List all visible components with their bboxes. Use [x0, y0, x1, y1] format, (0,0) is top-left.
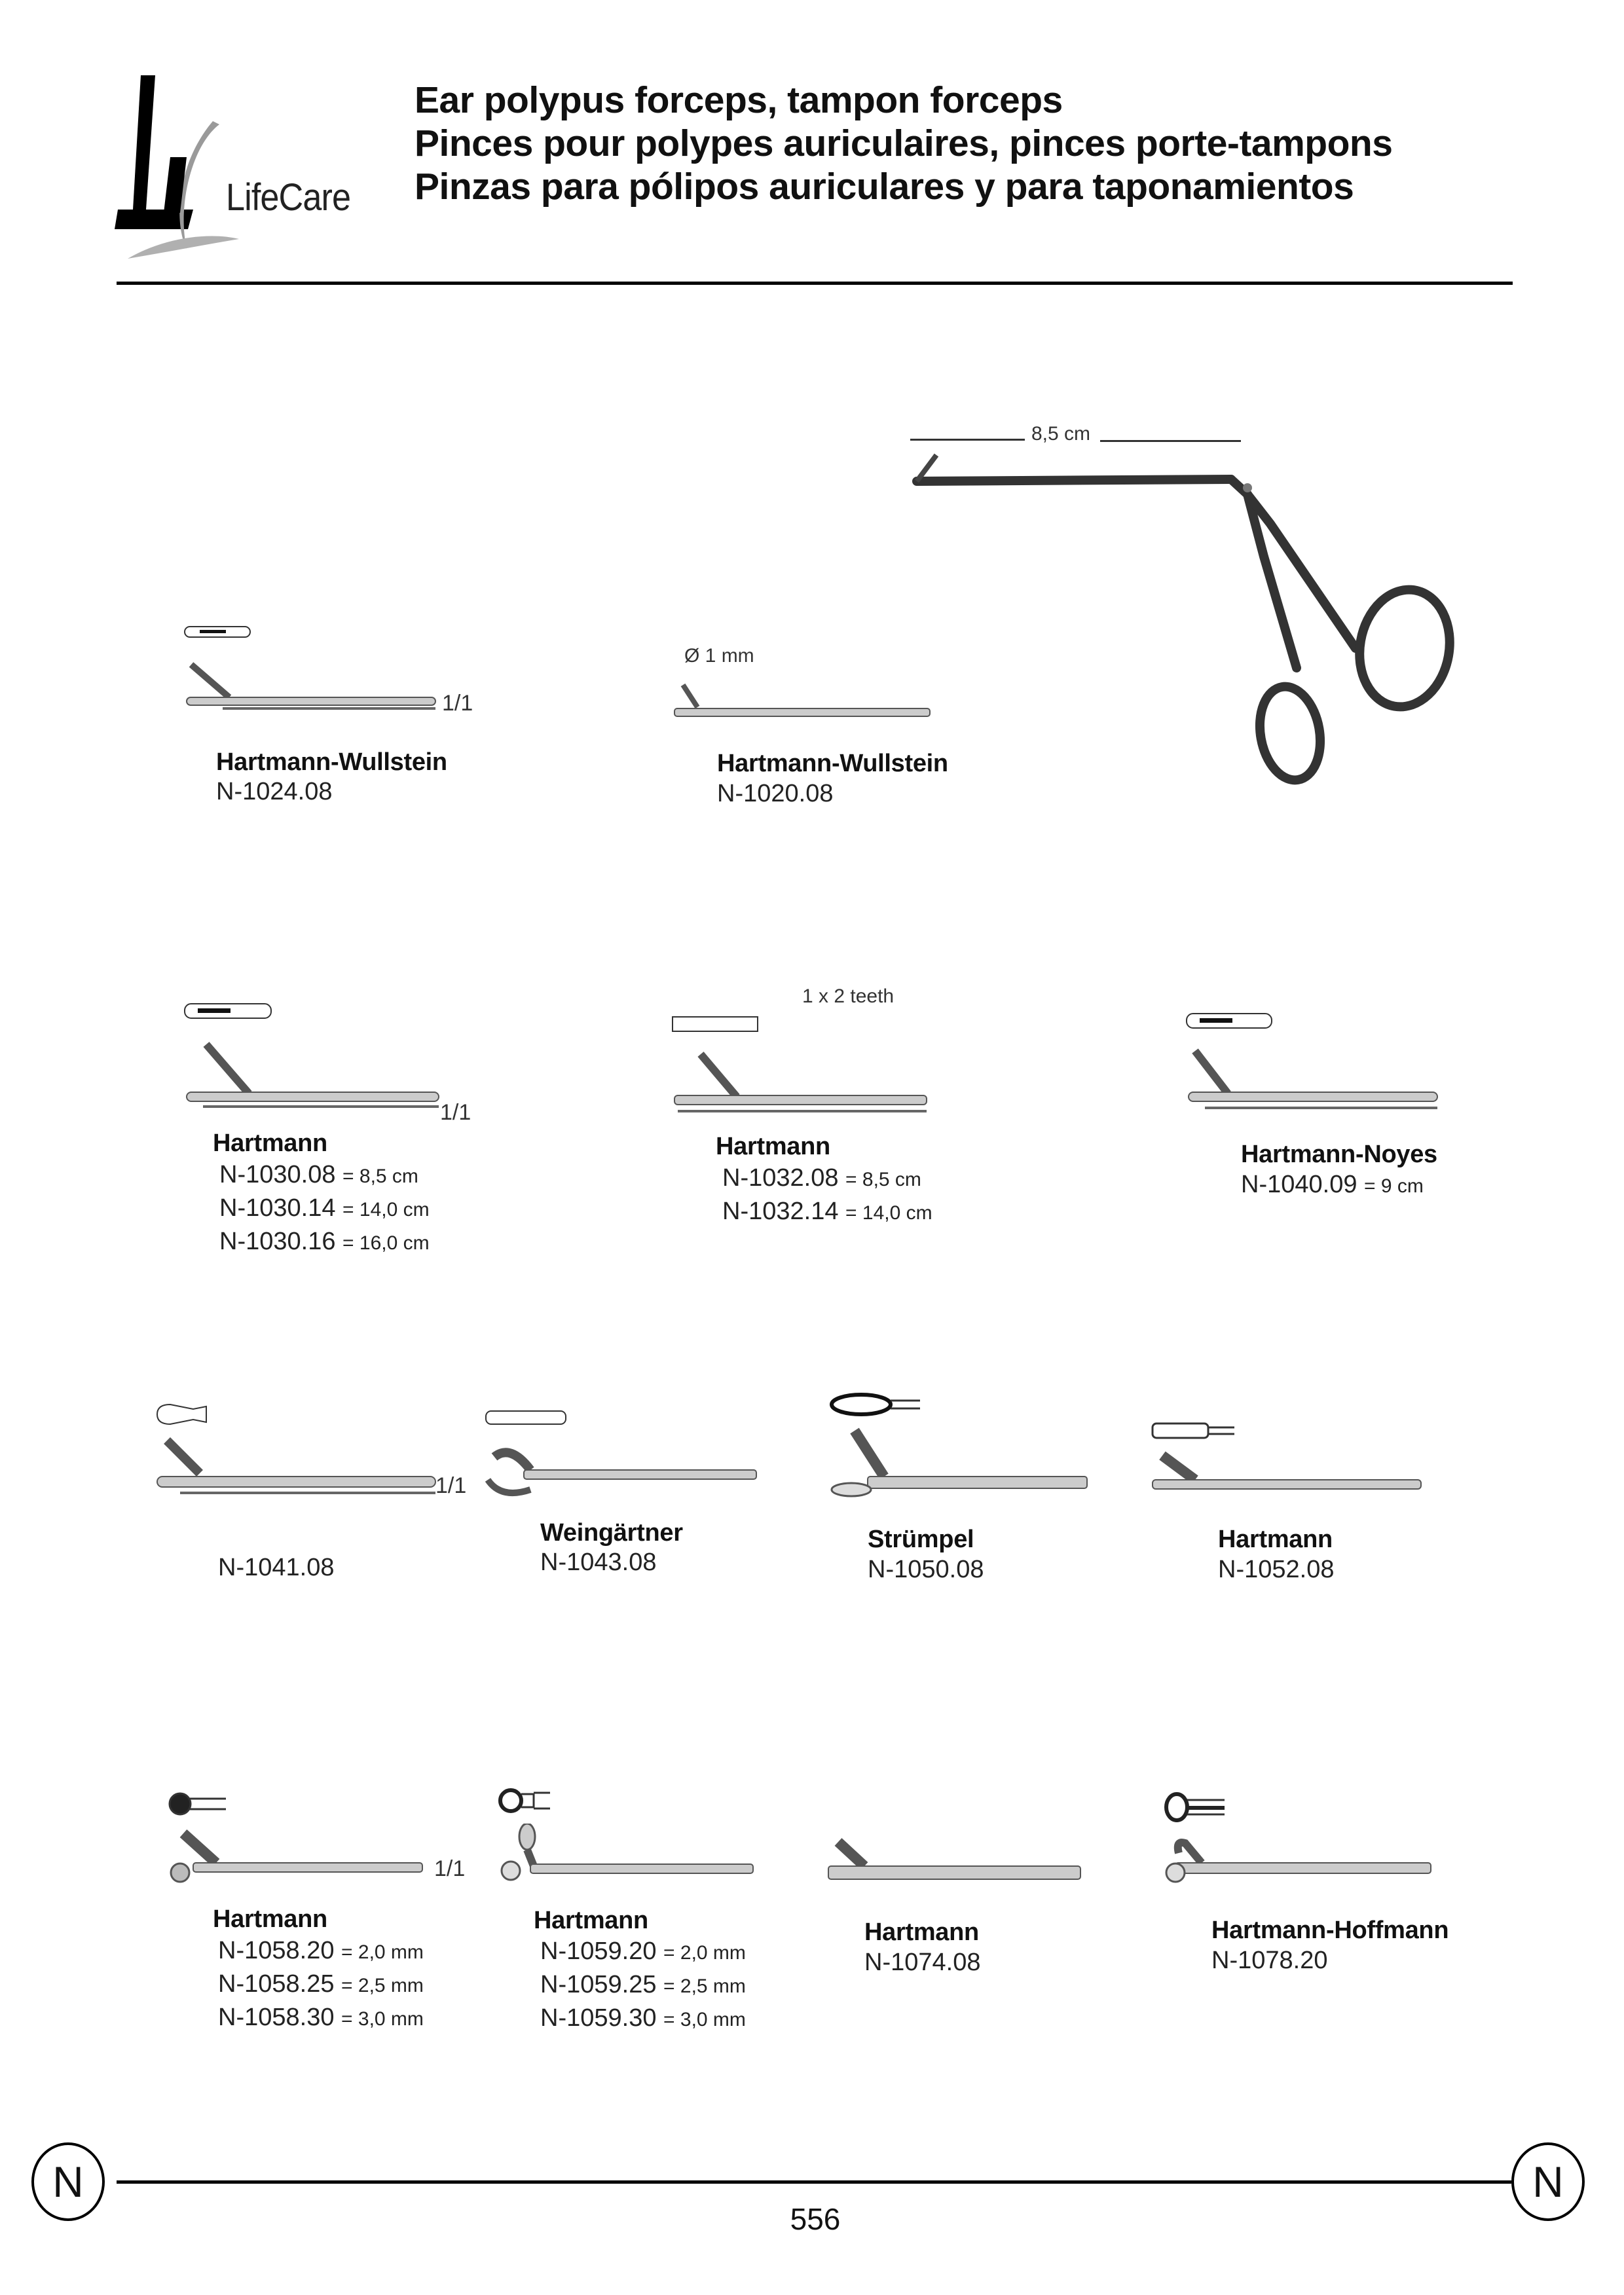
jaw-detail-icon	[183, 1002, 275, 1021]
product-code: N-1040.09	[1241, 1171, 1357, 1198]
page-title	[415, 79, 1392, 208]
jaw-detail-icon	[828, 1391, 927, 1418]
scale-mark: 1/1	[442, 691, 473, 716]
product-name: Hartmann-Hoffmann	[1211, 1917, 1449, 1944]
product-size: = 9 cm	[1364, 1175, 1424, 1197]
teeth-note: 1 x 2 teeth	[802, 985, 895, 1007]
product-code: N-1024.08	[216, 778, 333, 805]
logo-text: LifeCare	[226, 176, 351, 219]
section-badge-left: N	[31, 2142, 105, 2221]
product-size: = 2,5 mm	[663, 1975, 746, 1997]
product-size: = 16,0 cm	[342, 1232, 430, 1254]
product-size: = 8,5 cm	[845, 1169, 921, 1190]
jaw-detail-icon	[498, 1788, 570, 1814]
product-code: N-1059.25	[540, 1971, 657, 1998]
jaw-detail-icon	[1185, 1012, 1277, 1031]
product-size: = 2,0 mm	[341, 1941, 424, 1963]
jaw-detail-icon	[485, 1408, 570, 1427]
title-french: Pinces pour polypes auriculaires, pinces porte-tampons	[415, 122, 1393, 164]
product-code: N-1030.08	[219, 1161, 336, 1188]
jaw-detail-icon	[1149, 1421, 1241, 1441]
logo-mark-icon	[115, 72, 370, 262]
title-english: Ear polypus forceps, tampon forceps	[415, 79, 1063, 121]
jaw-detail-icon	[183, 625, 255, 640]
product-code-list	[218, 1935, 424, 2035]
jaw-detail-icon	[1162, 1791, 1234, 1824]
scale-mark: 1/1	[434, 1856, 466, 1881]
product-code: N-1032.14	[722, 1198, 839, 1225]
product-name: Hartmann	[213, 1129, 327, 1157]
forceps-tip-icon	[1185, 1048, 1447, 1120]
product-name: Hartmann	[716, 1133, 830, 1160]
product-weingartner-1043	[485, 1408, 683, 1576]
product-code: N-1030.16	[219, 1228, 336, 1255]
product-name: Weingärtner	[540, 1519, 683, 1547]
product-code: N-1041.08	[218, 1554, 335, 1581]
diameter-note: Ø 1 mm	[684, 645, 754, 667]
forceps-tip-icon	[1162, 1837, 1437, 1896]
product-name: Hartmann	[534, 1907, 648, 1934]
product-strumpel-1050	[828, 1391, 984, 1583]
product-name: Hartmann	[213, 1905, 327, 1933]
forceps-tip-icon	[485, 1444, 760, 1509]
product-hartmann-wullstein-1024	[183, 625, 473, 805]
forceps-tip-icon	[671, 681, 933, 727]
product-size: = 2,5 mm	[341, 1975, 424, 1996]
jaw-detail-icon	[154, 1401, 232, 1427]
product-code-list	[219, 1159, 430, 1259]
product-hartmann-1058	[167, 1791, 466, 2031]
jaw-detail-icon	[167, 1791, 239, 1817]
product-code: N-1032.08	[722, 1164, 839, 1192]
product-hartmann-1052	[1149, 1421, 1335, 1583]
product-name: Hartmann-Wullstein	[216, 748, 447, 776]
product-code: N-1078.20	[1211, 1947, 1328, 1974]
forceps-tip-icon	[183, 661, 445, 720]
product-size: = 14,0 cm	[845, 1202, 932, 1224]
section-badge-right: N	[1511, 2142, 1585, 2221]
jaw-detail-icon	[671, 1015, 763, 1035]
forceps-tip-icon	[671, 1051, 933, 1123]
product-code: N-1074.08	[864, 1949, 981, 1976]
ear-forceps-illustration	[904, 452, 1493, 792]
product-hartmann-noyes-1040	[1185, 1012, 1437, 1198]
product-size: = 8,5 cm	[342, 1166, 418, 1187]
product-size: = 3,0 mm	[341, 2008, 424, 2030]
product-hartmann-1059	[498, 1788, 746, 2032]
product-code: N-1052.08	[1218, 1556, 1335, 1583]
product-code-list	[540, 1936, 746, 2036]
product-code: N-1050.08	[868, 1556, 984, 1583]
forceps-tip-icon	[154, 1437, 449, 1509]
title-spanish: Pinzas para pólipos auriculares y para taponamientos	[415, 166, 1354, 208]
product-size: = 2,0 mm	[663, 1942, 746, 1964]
product-1041	[154, 1401, 467, 1581]
product-code: N-1030.14	[219, 1194, 336, 1222]
product-code: N-1043.08	[540, 1549, 657, 1576]
lifecare-logo	[115, 72, 370, 262]
forceps-tip-icon	[825, 1837, 1087, 1889]
product-hartmann-hoffmann-1078	[1162, 1791, 1449, 1974]
dimension-label: 8,5 cm	[1031, 423, 1091, 445]
page-number: 556	[790, 2202, 841, 2236]
product-name: Hartmann	[864, 1919, 979, 1946]
product-code: N-1058.20	[218, 1937, 335, 1964]
product-code: N-1020.08	[717, 780, 834, 807]
forceps-tip-icon	[498, 1824, 760, 1896]
forceps-tip-icon	[167, 1827, 429, 1892]
product-size: = 3,0 mm	[663, 2009, 746, 2030]
product-code: N-1059.30	[540, 2004, 657, 2032]
forceps-tip-icon	[828, 1424, 1090, 1503]
product-code: N-1058.30	[218, 2004, 335, 2031]
footer-divider	[117, 2180, 1511, 2184]
product-code: N-1058.25	[218, 1970, 335, 1998]
header-divider	[117, 282, 1513, 285]
product-name: Hartmann-Wullstein	[717, 750, 948, 777]
product-name: Hartmann-Noyes	[1241, 1141, 1437, 1168]
scale-mark: 1/1	[440, 1100, 471, 1125]
product-code-list	[722, 1162, 932, 1229]
product-code: N-1059.20	[540, 1937, 657, 1965]
product-hartmann-1074	[825, 1837, 1087, 1976]
product-name: Strümpel	[868, 1526, 974, 1553]
scale-mark: 1/1	[435, 1473, 467, 1498]
product-size: = 14,0 cm	[342, 1199, 430, 1221]
forceps-tip-icon	[1149, 1450, 1424, 1509]
forceps-tip-icon	[183, 1041, 445, 1120]
product-hartmann-1030	[183, 1002, 471, 1255]
product-name: Hartmann	[1218, 1526, 1333, 1553]
